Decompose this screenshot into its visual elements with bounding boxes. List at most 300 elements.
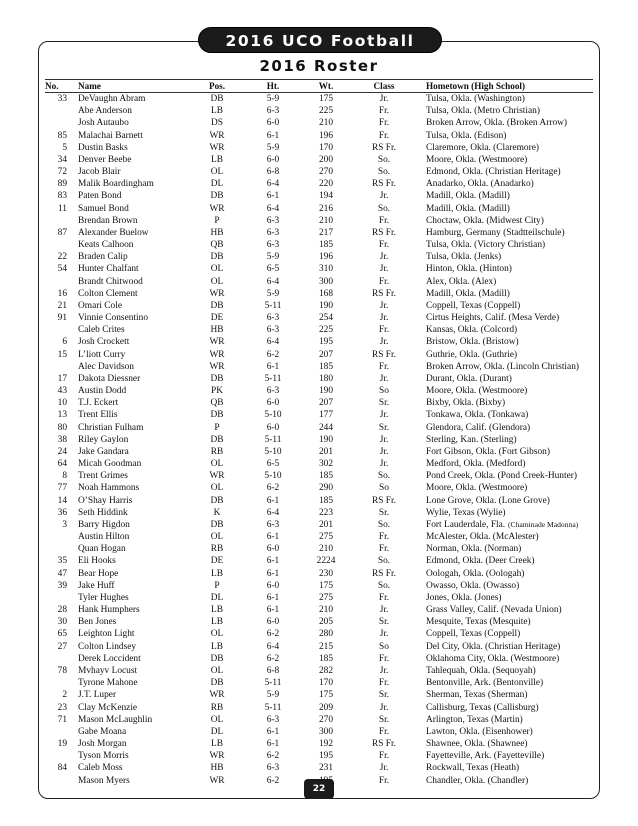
cell-no: 21 (57, 300, 67, 311)
cell-name: Trent Grimes (78, 471, 128, 482)
cell-pos: DE (210, 556, 224, 567)
cell-no: 65 (57, 629, 67, 640)
cell-home: Tonkawa, Okla. (Tonkawa) (426, 410, 529, 421)
cell-ht: 6-1 (266, 556, 280, 567)
cell-class: So. (377, 167, 391, 178)
cell-name: J.T. Luper (78, 690, 117, 701)
cell-ht: 6-0 (266, 617, 280, 628)
cell-home: Norman, Okla. (Norman) (426, 544, 522, 555)
cell-name: Josh Crockett (78, 337, 130, 348)
cell-home: Anadarko, Okla. (Anadarko) (426, 179, 534, 190)
cell-class: Sr. (378, 714, 390, 725)
cell-wt: 180 (318, 373, 334, 384)
table-row (0, 93, 638, 105)
table-row (0, 470, 638, 482)
cell-class: Sr. (378, 422, 390, 433)
cell-class: Sr. (378, 398, 390, 409)
cell-name: Alexander Buelow (78, 227, 149, 238)
cell-wt: 223 (318, 507, 334, 518)
cell-home: Lone Grove, Okla. (Lone Grove) (426, 495, 550, 506)
cell-name: Vinnie Consentino (78, 313, 149, 324)
cell-wt: 225 (318, 106, 334, 117)
cell-class: Jr. (379, 252, 389, 263)
cell-wt: 175 (318, 580, 334, 591)
table-row (0, 702, 638, 714)
cell-ht: 6-1 (266, 130, 280, 141)
cell-pos: DB (210, 191, 224, 202)
table-row (0, 300, 638, 312)
cell-ht: 6-3 (266, 714, 280, 725)
cell-wt: 177 (318, 410, 334, 421)
cell-pos: LB (211, 154, 223, 165)
cell-name: Paten Bond (78, 191, 122, 202)
cell-pos: DB (210, 373, 224, 384)
cell-class: Jr. (379, 702, 389, 713)
cell-class: Fr. (378, 532, 390, 543)
table-row (0, 190, 638, 202)
cell-wt: 300 (318, 726, 334, 737)
cell-home: Callisburg, Texas (Callisburg) (426, 702, 539, 713)
cell-no: 34 (57, 154, 67, 165)
cell-ht: 6-8 (266, 665, 280, 676)
cell-name: Abe Anderson (78, 106, 132, 117)
cell-name: Leighton Light (78, 629, 135, 640)
cell-wt: 185 (318, 653, 334, 664)
cell-pos: DB (210, 252, 224, 263)
cell-ht: 5-11 (264, 678, 282, 689)
cell-class: So (379, 386, 389, 397)
cell-class: Fr. (378, 775, 390, 786)
cell-name: Hunter Chalfant (78, 264, 139, 275)
cell-class: Jr. (379, 446, 389, 457)
cell-name: Quan Hogan (78, 544, 126, 555)
cell-wt: 210 (318, 118, 334, 129)
cell-no: 11 (57, 203, 67, 214)
cell-class: Fr. (378, 592, 390, 603)
cell-wt: 225 (318, 325, 334, 336)
cell-class: RS Fr. (372, 739, 396, 749)
cell-home: Hamburg, Germany (Stadtteilschule) (426, 227, 565, 238)
cell-ht: 5-9 (266, 94, 280, 104)
cell-pos: DL (210, 179, 224, 190)
cell-pos: K (213, 507, 221, 518)
cell-class: Sr. (378, 690, 390, 701)
cell-wt: 275 (318, 592, 334, 603)
cell-class: Jr. (379, 373, 389, 384)
cell-ht: 6-1 (266, 739, 280, 749)
cell-ht: 6-2 (266, 653, 280, 664)
cell-wt: 205 (318, 617, 334, 628)
cell-home: Jones, Okla. (Jones) (426, 592, 502, 603)
cell-pos: LB (211, 605, 223, 616)
cell-ht: 6-0 (266, 154, 280, 165)
cell-class: RS Fr. (372, 495, 396, 506)
cell-pos: QB (210, 398, 224, 409)
cell-home: Del City, Okla. (Christian Heritage) (426, 641, 561, 652)
cell-wt: 201 (318, 446, 334, 457)
cell-ht: 6-4 (266, 507, 280, 518)
cell-pos: RB (210, 446, 224, 457)
cell-name: Josh Autaubo (78, 118, 129, 129)
cell-home: Fort Lauderdale, Fla. (426, 519, 506, 530)
cell-class: Fr. (378, 653, 390, 664)
table-row (0, 251, 638, 263)
cell-wt: 230 (318, 568, 334, 579)
cell-pos: OL (210, 532, 224, 543)
table-row (0, 714, 638, 726)
table-row (0, 665, 638, 677)
cell-class: So. (377, 154, 391, 165)
cell-home: Sterling, Kan. (Sterling) (426, 434, 517, 445)
cell-pos: RB (210, 544, 224, 555)
table-row (0, 543, 638, 555)
cell-ht: 6-1 (266, 605, 280, 616)
cell-home: Choctaw, Okla. (Midwest City) (426, 215, 544, 226)
cell-class: Jr. (379, 665, 389, 676)
cell-home: Tulsa, Okla. (Victory Christian) (426, 240, 546, 251)
cell-ht: 5-9 (266, 142, 280, 153)
cell-class: Fr. (378, 751, 390, 762)
cell-no: 80 (57, 422, 67, 433)
cell-home: Tahlequah, Okla. (Sequoyah) (426, 665, 536, 676)
cell-no: 36 (57, 507, 67, 518)
cell-name: Christian Fulham (78, 422, 144, 433)
cell-name: Omari Cole (78, 300, 123, 311)
cell-class: Fr. (378, 361, 390, 372)
cell-home: Durant, Okla. (Durant) (426, 373, 512, 384)
table-row (0, 750, 638, 762)
cell-pos: DB (210, 678, 224, 689)
cell-class: Fr. (378, 678, 390, 689)
cell-pos: DE (210, 313, 224, 324)
cell-name: Brandt Chitwood (78, 276, 143, 287)
cell-ht: 6-1 (266, 361, 280, 372)
cell-ht: 6-3 (266, 215, 280, 226)
cell-class: Fr. (378, 106, 390, 117)
table-row (0, 349, 638, 361)
table-row (0, 653, 638, 665)
cell-name: Mvhayv Locust (78, 665, 138, 676)
cell-class: So (379, 483, 389, 494)
cell-home: Pond Creek, Okla. (Pond Creek-Hunter) (426, 471, 578, 482)
cell-pos: OL (210, 167, 224, 178)
cell-no: 84 (57, 763, 67, 774)
table-row (0, 361, 638, 373)
cell-home: Kansas, Okla. (Colcord) (426, 325, 518, 336)
cell-pos: WR (209, 751, 225, 762)
table-row (0, 239, 638, 251)
cell-class: Jr. (379, 434, 389, 445)
cell-pos: LB (211, 739, 223, 749)
cell-no: 19 (57, 739, 67, 749)
cell-wt: 190 (318, 434, 334, 445)
cell-class: RS Fr. (372, 179, 396, 190)
header-class: Class (373, 81, 395, 91)
cell-name: Mason Myers (78, 775, 130, 786)
cell-home: Sherman, Texas (Sherman) (426, 690, 528, 701)
cell-class: Sr. (378, 507, 390, 518)
cell-name: Dustin Basks (78, 142, 128, 153)
cell-no: 24 (57, 446, 67, 457)
cell-home: Grass Valley, Calif. (Nevada Union) (426, 605, 562, 616)
cell-ht: 6-2 (266, 349, 280, 360)
cell-ht: 5-10 (264, 410, 282, 421)
cell-no: 5 (62, 142, 67, 153)
cell-wt: 210 (318, 544, 334, 555)
cell-class: Jr. (379, 629, 389, 640)
cell-ht: 6-1 (266, 532, 280, 543)
cell-pos: LB (211, 568, 223, 579)
cell-ht: 5-11 (264, 434, 282, 445)
table-row (0, 495, 638, 507)
cell-name: Barry Higdon (78, 519, 130, 530)
cell-pos: OL (210, 276, 224, 287)
cell-no: 47 (57, 568, 67, 579)
cell-ht: 5-10 (264, 471, 282, 482)
table-row (0, 519, 638, 531)
table-row (0, 531, 638, 543)
table-row (0, 178, 638, 190)
cell-no: 83 (57, 191, 67, 202)
cell-home: Alex, Okla. (Alex) (426, 276, 497, 287)
cell-pos: P (214, 422, 220, 433)
cell-pos: DB (210, 434, 224, 445)
cell-name: Josh Morgan (78, 739, 127, 749)
cell-home: Broken Arrow, Okla. (Lincoln Christian) (426, 361, 580, 372)
cell-pos: WR (209, 142, 225, 153)
cell-wt: 175 (318, 94, 334, 104)
cell-no: 78 (57, 665, 67, 676)
cell-wt: 310 (318, 264, 334, 275)
table-row (0, 580, 638, 592)
cell-class: Jr. (379, 300, 389, 311)
cell-home: Fort Gibson, Okla. (Fort Gibson) (426, 446, 550, 457)
cell-name: Jake Huff (78, 580, 115, 591)
cell-name: Keats Calhoon (78, 240, 134, 251)
cell-home: Guthrie, Okla. (Guthrie) (426, 349, 518, 360)
cell-wt: 231 (318, 763, 334, 774)
cell-wt: 210 (318, 605, 334, 616)
table-row (0, 738, 638, 750)
cell-class: Jr. (379, 763, 389, 774)
cell-pos: DB (210, 300, 224, 311)
cell-home: Fayetteville, Ark. (Fayetteville) (426, 751, 545, 762)
cell-name: Micah Goodman (78, 459, 142, 470)
cell-no: 35 (57, 556, 67, 567)
cell-no: 28 (57, 605, 67, 616)
cell-wt: 217 (318, 227, 334, 238)
cell-no: 72 (57, 167, 67, 178)
cell-home: Glendora, Calif. (Glendora) (426, 422, 531, 433)
cell-home: Shawnee, Okla. (Shawnee) (426, 739, 528, 749)
cell-class: Jr. (379, 191, 389, 202)
cell-pos: QB (210, 240, 224, 251)
cell-pos: LB (211, 106, 223, 117)
cell-name: Austin Hilton (78, 532, 130, 543)
cell-wt: 196 (318, 130, 334, 141)
header-name: Name (78, 81, 101, 91)
cell-wt: 192 (318, 739, 334, 749)
cell-wt: 168 (318, 288, 334, 299)
cell-ht: 6-5 (266, 459, 280, 470)
cell-wt: 210 (318, 215, 334, 226)
cell-name: Trent Ellis (78, 410, 118, 421)
cell-name: Mason McLaughlin (78, 714, 153, 725)
cell-name: T.J. Eckert (78, 398, 119, 409)
cell-class: Jr. (379, 313, 389, 324)
cell-ht: 6-0 (266, 398, 280, 409)
cell-no: 64 (57, 459, 67, 470)
cell-no: 54 (57, 264, 67, 275)
cell-name: L’liott Curry (78, 349, 126, 360)
cell-class: So. (377, 580, 391, 591)
cell-class: RS Fr. (372, 227, 396, 238)
cell-name: DeVaughn Abram (78, 94, 146, 104)
cell-ht: 6-3 (266, 313, 280, 324)
page-number: 22 (304, 779, 334, 799)
cell-name: Eli Hooks (78, 556, 116, 567)
cell-ht: 6-1 (266, 191, 280, 202)
cell-wt: 280 (318, 629, 334, 640)
cell-pos: OL (210, 714, 224, 725)
table-row (0, 592, 638, 604)
cell-wt: 2224 (316, 556, 336, 567)
cell-pos: DB (210, 653, 224, 664)
cell-ht: 6-0 (266, 544, 280, 555)
cell-wt: 185 (318, 361, 334, 372)
cell-home: Lawton, Okla. (Eisenhower) (426, 726, 533, 737)
cell-wt: 216 (318, 203, 334, 214)
cell-wt: 195 (318, 337, 334, 348)
cell-wt: 170 (318, 142, 334, 153)
cell-ht: 5-9 (266, 252, 280, 263)
cell-wt: 275 (318, 532, 334, 543)
cell-wt: 175 (318, 690, 334, 701)
cell-pos: OL (210, 483, 224, 494)
cell-class: Fr. (378, 276, 390, 287)
cell-name: Denver Beebe (78, 154, 132, 165)
cell-class: Jr. (379, 410, 389, 421)
cell-no: 33 (57, 94, 67, 104)
cell-home: Tulsa, Okla. (Jenks) (426, 252, 502, 263)
cell-pos: DS (211, 118, 223, 129)
cell-home: Coppell, Texas (Coppell) (426, 300, 521, 311)
cell-class: Jr. (379, 264, 389, 275)
cell-class: Jr. (379, 605, 389, 616)
cell-class: RS Fr. (372, 142, 396, 153)
cell-home: Arlington, Texas (Martin) (426, 714, 523, 725)
cell-home: Madill, Okla. (Madill) (426, 288, 510, 299)
cell-no: 30 (57, 617, 67, 628)
cell-class: Fr. (378, 118, 390, 129)
cell-no: 71 (57, 714, 67, 725)
cell-ht: 6-4 (266, 203, 280, 214)
table-row (0, 215, 638, 227)
cell-no: 23 (57, 702, 67, 713)
cell-pos: DB (210, 495, 224, 506)
cell-wt: 207 (318, 398, 334, 409)
table-row (0, 276, 638, 288)
cell-name: Dakota Diessner (78, 373, 141, 384)
table-row (0, 203, 638, 215)
cell-wt: 302 (318, 459, 334, 470)
table-row (0, 434, 638, 446)
cell-wt: 190 (318, 300, 334, 311)
cell-name: Seth Hiddink (78, 507, 128, 518)
cell-class: Jr. (379, 94, 389, 104)
cell-home: Moore, Okla. (Westmoore) (426, 386, 528, 397)
cell-home: Tulsa, Okla. (Washington) (426, 94, 525, 104)
cell-no: 89 (57, 179, 67, 190)
cell-name: Malik Boardingham (78, 179, 154, 190)
cell-pos: WR (209, 130, 225, 141)
cell-class: Fr. (378, 215, 390, 226)
cell-name: Tyler Hughes (78, 592, 129, 603)
table-row (0, 726, 638, 738)
cell-wt: 300 (318, 276, 334, 287)
cell-ht: 6-2 (266, 775, 280, 786)
cell-ht: 6-4 (266, 179, 280, 190)
cell-ht: 5-10 (264, 446, 282, 457)
cell-name: Colton Clement (78, 288, 138, 299)
cell-home: Bristow, Okla. (Bristow) (426, 337, 519, 348)
cell-wt: 195 (318, 751, 334, 762)
cell-pos: HB (210, 763, 224, 774)
cell-home: Cirtus Heights, Calif. (Mesa Verde) (426, 313, 560, 324)
cell-wt: 196 (318, 252, 334, 263)
cell-name: Brendan Brown (78, 215, 138, 226)
cell-pos: DB (210, 410, 224, 421)
cell-ht: 6-3 (266, 240, 280, 251)
cell-pos: OL (210, 459, 224, 470)
cell-name: Riley Gaylon (78, 434, 129, 445)
table-row (0, 130, 638, 142)
cell-pos: DB (210, 94, 224, 104)
cell-class: RS Fr. (372, 288, 396, 299)
cell-home: McAlester, Okla. (McAlester) (426, 532, 539, 543)
cell-home: Rockwall, Texas (Heath) (426, 763, 520, 774)
table-row (0, 628, 638, 640)
cell-ht: 6-3 (266, 519, 280, 530)
cell-name: Hank Humphers (78, 605, 140, 616)
cell-pos: PK (211, 386, 223, 397)
cell-class: Fr. (378, 130, 390, 141)
cell-pos: DL (210, 726, 224, 737)
cell-no: 14 (57, 495, 67, 506)
cell-home: Medford, Okla. (Medford) (426, 459, 526, 470)
cell-name: Bear Hope (78, 568, 119, 579)
cell-ht: 6-3 (266, 325, 280, 336)
cell-pos: WR (209, 203, 225, 214)
cell-ht: 5-9 (266, 288, 280, 299)
cell-name: Tyrone Mahone (78, 678, 138, 689)
table-row (0, 142, 638, 154)
cell-wt: 282 (318, 665, 334, 676)
table-row (0, 568, 638, 580)
table-row (0, 616, 638, 628)
cell-ht: 6-0 (266, 422, 280, 433)
cell-wt: 201 (318, 519, 334, 530)
cell-home: Madill, Okla. (Madill) (426, 203, 510, 214)
cell-no: 13 (57, 410, 67, 421)
cell-wt: 207 (318, 349, 334, 360)
cell-wt: 244 (318, 422, 334, 433)
cell-home: Tulsa, Okla. (Metro Christian) (426, 106, 540, 117)
table-row (0, 641, 638, 653)
cell-ht: 6-4 (266, 641, 280, 652)
table-row (0, 336, 638, 348)
header-ht: Ht. (266, 81, 280, 91)
